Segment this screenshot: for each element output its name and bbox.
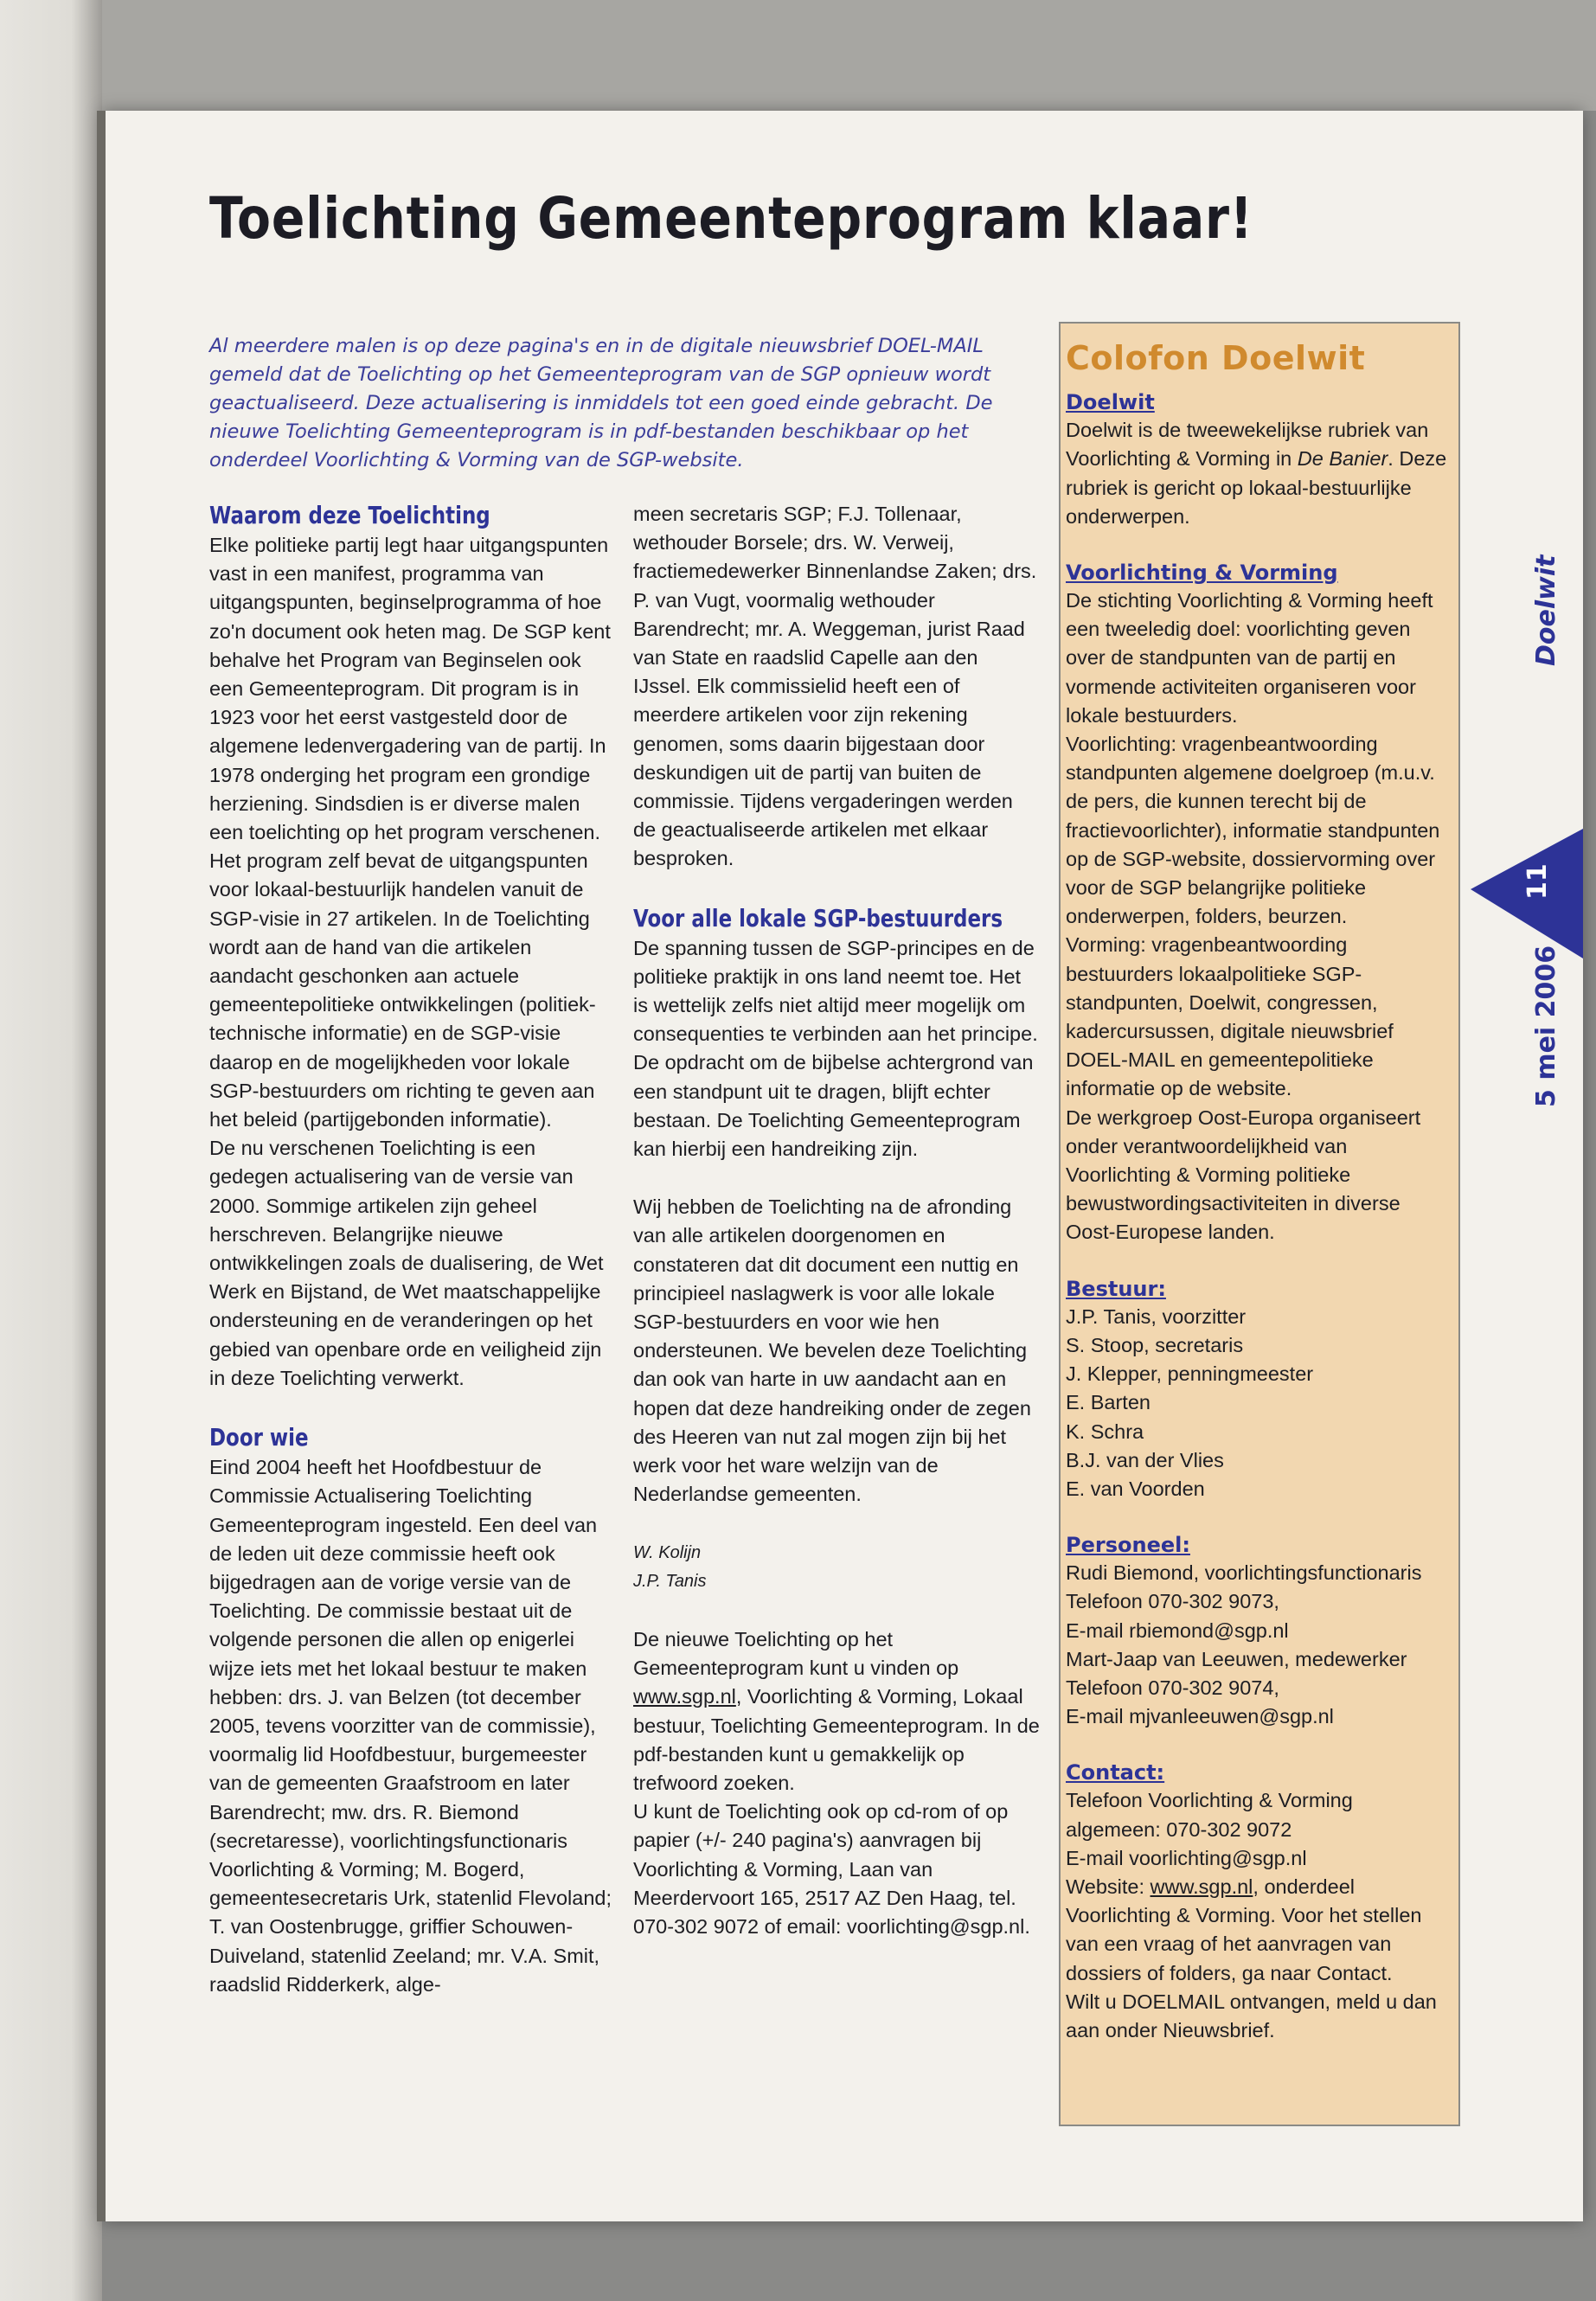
list-item: E. Barten <box>1066 1391 1151 1414</box>
section-heading: Door wie <box>209 1423 309 1452</box>
article-intro: Al meerdere malen is op deze pagina's en in de digitale nieuwsbrief DOEL-MAIL gemeld dat de Toelichting op het Gemeenteprogram van de SGP opnieuw wordt geactualiseerd. Deze actualisering is inmiddels tot een goed einde gebracht. De nieuwe Toelichting Gemeenteprogram is in pdf-bestanden beschikbaar op het onderdeel Voorlichting & Vorming van de SGP-website. <box>209 335 993 471</box>
section-label: Doelwit <box>1531 554 1561 666</box>
article-column-1 <box>209 500 614 1999</box>
colofon-heading: Doelwit <box>1066 390 1155 415</box>
paragraph: De nu verschenen Toelichting is een gedegen actualisering van de versie van 2000. Sommige artikelen zijn geheel herschreven. Belangrijke nieuwe ontwikkelingen zoals de dualisering, de Wet Werk en Bijstand, de Wet maatschappelijke ondersteuning en de veranderingen op het gebied van openbare orde en veiligheid zijn in deze Toelichting verwerkt. <box>209 1137 604 1389</box>
paragraph: De nieuwe Toelichting op het Gemeenteprogram kunt u vinden op www.sgp.nl, Voorlichting & Vorming, Lokaal bestuur, Toelichting Gemeenteprogram. In de pdf-bestanden kunt u gemakkelijk op trefwoord zoeken. <box>633 1627 1040 1794</box>
article-title: Toelichting Gemeenteprogram klaar! <box>209 185 1253 252</box>
list-item: K. Schra <box>1066 1420 1144 1443</box>
list-item: E-mail mjvanleeuwen@sgp.nl <box>1066 1705 1334 1728</box>
list-item: Telefoon 070-302 9074, <box>1066 1676 1279 1699</box>
list-item: Telefoon 070-302 9073, <box>1066 1590 1279 1613</box>
list-item: B.J. van der Vlies <box>1066 1448 1224 1471</box>
list-item: Rudi Biemond, voorlichtingsfunctionaris <box>1066 1561 1422 1585</box>
colofon-title: Colofon Doelwit <box>1066 339 1366 377</box>
facing-page-edge <box>0 0 102 2301</box>
issue-date: 5 mei 2006 <box>1531 945 1561 1107</box>
paragraph: De spanning tussen de SGP-principes en de politieke praktijk in ons land neemt toe. Het is wettelijk zelfs niet altijd meer mogelijk om consequenties te verbinden aan het principe. De opdracht om de bijbelse achtergrond van een standpunt uit te dragen, blijft echter bestaan. De Toelichting Gemeenteprogram kan hierbij een handreiking zijn. <box>633 936 1038 1161</box>
list-item: J.P. Tanis, voorzitter <box>1066 1304 1247 1328</box>
colofon-text: Vorming: vragenbeantwoording bestuurders lokaalpolitieke SGP-standpunten, Doelwit, congressen, kadercursussen, digitale nieuwsbrief DOEL-MAIL en gemeentepolitieke informatie op de website. <box>1066 933 1394 1100</box>
colofon-text: Wilt u DOELMAIL ontvangen, meld u dan aan onder Nieuwsbrief. <box>1066 1990 1437 2041</box>
paragraph: meen secretaris SGP; F.J. Tollenaar, wethouder Borsele; drs. W. Verweij, fractiemedewerker Binnenlandse Zaken; drs. P. van Vugt, voormalig wethouder Barendrecht; mr. A. Weggeman, jurist Raad van State en raadslid Capelle aan den IJssel. Elk commissielid heeft een of meerdere artikelen voor zijn rekening genomen, soms daarin bijgestaan door deskundigen uit de partij van buiten de commissie. Tijdens vergaderingen werden de geactualiseerde artikelen met elkaar besproken. <box>633 503 1037 870</box>
page-spine <box>97 111 106 2221</box>
background-top <box>102 0 1596 111</box>
signature: J.P. Tanis <box>633 1571 707 1591</box>
colofon-text: De stichting Voorlichting & Vorming heeft een tweeledig doel: voorlichting geven over de standpunten van de partij en vormende activiteiten organiseren voor lokale bestuurders. <box>1066 589 1433 727</box>
colofon-text: Doelwit is de tweewekelijkse rubriek van Voorlichting & Vorming in De Banier. Deze rubriek is gericht op lokaal-bestuurlijke onderwerpen. <box>1066 419 1447 528</box>
colofon-box <box>1059 322 1460 2126</box>
colofon-heading: Personeel: <box>1066 1533 1190 1558</box>
signature: W. Kolijn <box>633 1542 702 1562</box>
colofon-heading: Contact: <box>1066 1760 1165 1785</box>
list-item: J. Klepper, penningmeester <box>1066 1362 1314 1386</box>
list-item: E-mail rbiemond@sgp.nl <box>1066 1618 1289 1642</box>
colofon-text: Voorlichting: vragenbeantwoording standpunten algemene doelgroep (m.u.v. de pers, die kunnen terecht bij de fractievoorlichter), informatie standpunten op de SGP-website, dossiervorming over voor de SGP belangrijke politieke onderwerpen, folders, beurzen. <box>1066 733 1440 928</box>
colofon-text: Telefoon Voorlichting & Vorming algemeen: 070-302 9072 <box>1066 1789 1353 1841</box>
colofon-text: Website: www.sgp.nl, onderdeel Voorlichting & Vorming. Voor het stellen van een vraag of het aanvragen van dossiers of folders, ga naar Contact. <box>1066 1875 1422 1984</box>
list-item: Mart-Jaap van Leeuwen, medewerker <box>1066 1647 1407 1670</box>
website-link[interactable]: www.sgp.nl <box>1150 1875 1253 1898</box>
paragraph: Eind 2004 heeft het Hoofdbestuur de Commissie Actualisering Toelichting Gemeenteprogram ingesteld. Een deel van de leden uit deze commissie heeft ook bijgedragen aan de vorige versie van de Toelichting. De commissie bestaat uit de volgende personen die allen op enigerlei wijze iets met het lokaal bestuur te maken hebben: drs. J. van Belzen (tot december 2005, tevens voorzitter van de commissie), voormalig lid Hoofdbestuur, burgemeester van de gemeenten Graafstroom en later Barendrecht; mw. drs. R. Biemond (secretaresse), voorlichtingsfunctionaris Voorlichting & Vorming; M. Bogerd, gemeentesecretaris Urk, statenlid Flevoland; T. van Oostenbrugge, griffier Schouwen-Duiveland, statenlid Zeeland; mr. V.A. Smit, raadslid Ridderkerk, alge- <box>209 1456 612 1996</box>
colofon-text: E-mail voorlichting@sgp.nl <box>1066 1846 1307 1869</box>
section-heading: Voor alle lokale SGP-bestuurders <box>633 903 1003 933</box>
colofon-heading: Bestuur: <box>1066 1276 1166 1301</box>
website-link[interactable]: www.sgp.nl <box>633 1685 736 1708</box>
list-item: S. Stoop, secretaris <box>1066 1333 1244 1356</box>
paragraph: U kunt de Toelichting ook op cd-rom of op papier (+/- 240 pagina's) aanvragen bij Voorlichting & Vorming, Laan van Meerdervoort 165, 2517 AZ Den Haag, tel. 070-302 9072 of email: voorlichting@sgp.nl. <box>633 1800 1030 1938</box>
section-heading: Waarom deze Toelichting <box>209 501 490 529</box>
paragraph: Elke politieke partij legt haar uitgangspunten vast in een manifest, programma van uitgangspunten, beginselprogramma of hoe zo'n document ook heten mag. De SGP kent behalve het Program van Beginselen ook een Gemeenteprogram. Dit program is in 1923 voor het eerst vastgesteld door de algemene ledenvergadering van de partij. In 1978 onderging het program een grondige herziening. Sindsdien is er diverse malen een toelichting op het program verschenen. Het program zelf bevat de uitgangspunten voor lokaal-bestuurlijk handelen vanuit de SGP-visie in 27 artikelen. In de Toelichting wordt aan de hand van die artikelen aandacht geschonken aan actuele gemeentepolitieke ontwikkelingen (politiek-technische informatie) en de SGP-visie daarop en de mogelijkheden voor lokale SGP-bestuurders om richting te geven aan het beleid (partijgebonden informatie). <box>209 534 611 1131</box>
article-column-2 <box>633 500 1040 1941</box>
paragraph: Wij hebben de Toelichting na de afronding van alle artikelen doorgenomen en constateren dat dit document een nuttig en principieel naslagwerk is voor alle lokale SGP-bestuurders en voor wie hen ondersteunen. We bevelen deze Toelichting dan ook van harte in uw aandacht aan en hopen dat deze handreiking onder de zegen des Heeren van nut zal mogen zijn bij het werk voor het ware welzijn van de Nederlandse gemeenten. <box>633 1195 1031 1506</box>
page-number: 11 <box>1522 863 1553 900</box>
list-item: E. van Voorden <box>1066 1477 1205 1500</box>
colofon-heading: Voorlichting & Vorming <box>1066 561 1338 586</box>
colofon-text: De werkgroep Oost-Europa organiseert onder verantwoordelijkheid van Voorlichting & Vorming politieke bewustwordingsactiviteiten in diverse Oost-Europese landen. <box>1066 1106 1421 1244</box>
